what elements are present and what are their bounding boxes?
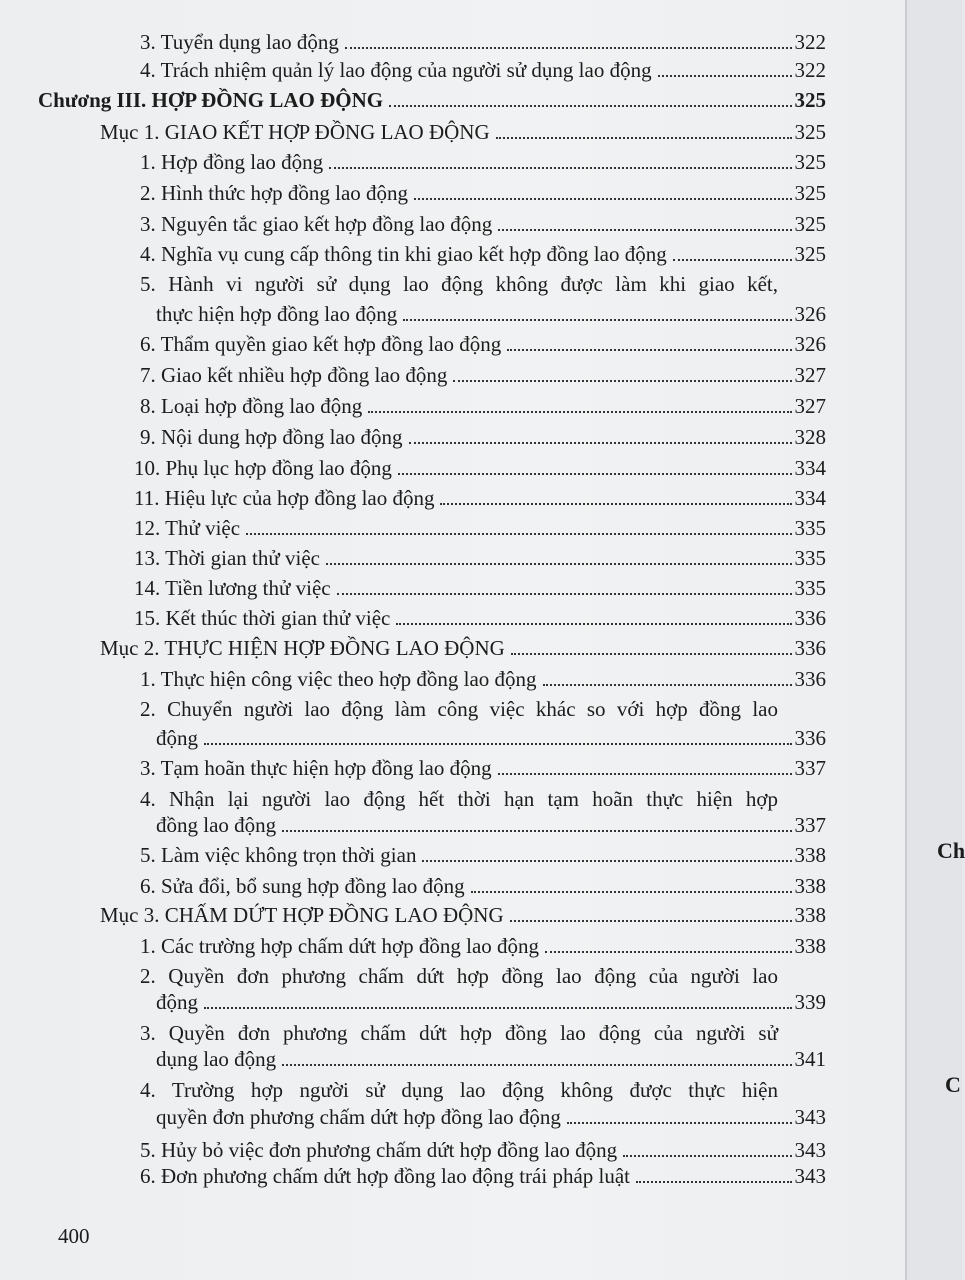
dot-leader [204, 743, 792, 745]
dot-leader [204, 1007, 792, 1009]
toc-entry-page: 336 [794, 606, 826, 630]
toc-entry-page: 338 [794, 874, 826, 898]
toc-entry-title: Mục 3. CHẤM DỨT HỢP ĐỒNG LAO ĐỘNG [100, 903, 504, 927]
toc-entry-title: 5. Làm việc không trọn thời gian [140, 843, 417, 867]
toc-entry-page: 322 [794, 58, 826, 82]
facing-page-fragment: C [945, 1072, 961, 1097]
toc-entry-first-line: 4. Nhận lại người lao động hết thời hạn tạm hoãn thực hiện hợp [140, 787, 778, 811]
toc-entry-page: 336 [794, 726, 826, 750]
toc-entry-title: 6. Sửa đổi, bổ sung hợp đồng lao động [140, 874, 465, 898]
toc-entry-title: động [156, 990, 198, 1014]
toc-entry-title: 2. Hình thức hợp đồng lao động [140, 181, 409, 205]
dot-leader [511, 653, 792, 655]
dot-leader [567, 1122, 792, 1124]
toc-entry-title: đồng lao động [156, 813, 277, 837]
toc-entry-title: 15. Kết thúc thời gian thử việc [134, 606, 391, 630]
toc-entry-first-line: 2. Chuyển người lao động làm công việc khác so với hợp đồng lao [140, 697, 778, 721]
toc-entry-page: 335 [794, 546, 826, 570]
dot-leader [398, 473, 792, 475]
toc-entry-first-line: 5. Hành vi người sử dụng lao động không được làm khi giao kết, [140, 272, 778, 296]
toc-entry-page: 337 [794, 756, 826, 780]
facing-page-fragment: Ch [937, 838, 965, 863]
dot-leader [453, 380, 791, 382]
toc-entry-page: 322 [794, 30, 826, 54]
toc-entry-title: Mục 2. THỰC HIỆN HỢP ĐỒNG LAO ĐỘNG [100, 636, 505, 660]
toc-entry-page: 338 [794, 934, 826, 958]
dot-leader [545, 951, 791, 953]
toc-entry-page: 338 [794, 903, 826, 927]
toc-entry-title: Chương III. HỢP ĐỒNG LAO ĐỘNG [38, 88, 384, 112]
toc-entry-page: 325 [794, 242, 826, 266]
dot-leader [498, 773, 792, 775]
toc-entry-page: 334 [794, 486, 826, 510]
toc-entry-page: 341 [794, 1047, 826, 1071]
dot-leader [623, 1155, 791, 1157]
dot-leader [636, 1181, 791, 1183]
toc-entry-title: 7. Giao kết nhiều hợp đồng lao động [140, 363, 448, 387]
toc-entry-page: 327 [794, 394, 826, 418]
toc-entry-title: 1. Các trường hợp chấm dứt hợp đồng lao động [140, 934, 540, 958]
toc-entry-page: 343 [794, 1105, 826, 1129]
dot-leader [329, 167, 791, 169]
dot-leader [409, 442, 792, 444]
toc-entry-title: 5. Hủy bỏ việc đơn phương chấm dứt hợp đồng lao động [140, 1138, 618, 1162]
toc-entry-page: 336 [794, 636, 826, 660]
toc-entry-title: 4. Trách nhiệm quản lý lao động của người sử dụng lao động [140, 58, 652, 82]
toc-entry-title: 4. Nghĩa vụ cung cấp thông tin khi giao kết hợp đồng lao động [140, 242, 667, 266]
dot-leader [498, 229, 791, 231]
dot-leader [326, 563, 792, 565]
toc-entry-page: 335 [794, 576, 826, 600]
toc-entry-page: 325 [794, 120, 826, 144]
dot-leader [282, 1064, 791, 1066]
dot-leader [440, 503, 791, 505]
toc-entry-page: 336 [794, 667, 826, 691]
toc-entry-first-line: 4. Trường hợp người sử dụng lao động không được thực hiện [140, 1078, 778, 1102]
toc-entry-title: 9. Nội dung hợp đồng lao động [140, 425, 403, 449]
toc-entry-title: Mục 1. GIAO KẾT HỢP ĐỒNG LAO ĐỘNG [100, 120, 490, 144]
toc-entry-first-line: 3. Quyền đơn phương chấm dứt hợp đồng lao động của người sử [140, 1021, 778, 1045]
dot-leader [403, 319, 791, 321]
dot-leader [543, 684, 792, 686]
dot-leader [396, 623, 791, 625]
toc-entry-title: 1. Hợp đồng lao động [140, 150, 324, 174]
dot-leader [422, 860, 791, 862]
toc-entry-page: 326 [794, 332, 826, 356]
toc-entry-title: 3. Tạm hoãn thực hiện hợp đồng lao động [140, 756, 492, 780]
dot-leader [414, 198, 791, 200]
dot-leader [389, 105, 791, 107]
dot-leader [507, 349, 791, 351]
toc-entry-page: 326 [794, 302, 826, 326]
toc-entry-page: 339 [794, 990, 826, 1014]
toc-entry-page: 337 [794, 813, 826, 837]
toc-entry-page: 325 [794, 212, 826, 236]
toc-entry-title: 14. Tiền lương thử việc [134, 576, 331, 600]
dot-leader [673, 259, 792, 261]
facing-page-edge [905, 0, 965, 1280]
toc-entry-title: quyền đơn phương chấm dứt hợp đồng lao động [156, 1105, 561, 1129]
dot-leader [345, 47, 792, 49]
toc-entry-page: 338 [794, 843, 826, 867]
toc-entry-title: dụng lao động [156, 1047, 277, 1071]
toc-entry-title: 3. Nguyên tắc giao kết hợp đồng lao động [140, 212, 493, 236]
dot-leader [471, 891, 792, 893]
toc-entry-title: 6. Thẩm quyền giao kết hợp đồng lao động [140, 332, 502, 356]
dot-leader [368, 411, 791, 413]
toc-entry-title: 6. Đơn phương chấm dứt hợp đồng lao động trái pháp luật [140, 1164, 631, 1188]
toc-entry-title: thực hiện hợp đồng lao động [156, 302, 398, 326]
dot-leader [282, 830, 791, 832]
dot-leader [510, 920, 792, 922]
toc-entry-page: 327 [794, 363, 826, 387]
page-number: 400 [58, 1224, 90, 1248]
toc-entry-title: 1. Thực hiện công việc theo hợp đồng lao động [140, 667, 537, 691]
toc-entry-page: 343 [794, 1138, 826, 1162]
toc-entry-page: 325 [794, 88, 826, 112]
dot-leader [496, 137, 792, 139]
toc-entry-page: 334 [794, 456, 826, 480]
dot-leader [337, 593, 792, 595]
toc-entry-title: động [156, 726, 198, 750]
toc-entry-page: 328 [794, 425, 826, 449]
toc-entry-title: 8. Loại hợp đồng lao động [140, 394, 363, 418]
toc-entry-page: 325 [794, 181, 826, 205]
toc-entry-title: 10. Phụ lục hợp đồng lao động [134, 456, 392, 480]
toc-entry-page: 325 [794, 150, 826, 174]
toc-entry-page: 343 [794, 1164, 826, 1188]
toc-entry-title: 13. Thời gian thử việc [134, 546, 320, 570]
toc-entry-title: 3. Tuyển dụng lao động [140, 30, 339, 54]
toc-entry-title: 12. Thử việc [134, 516, 241, 540]
dot-leader [246, 533, 791, 535]
toc-entry-page: 335 [794, 516, 826, 540]
dot-leader [658, 75, 792, 77]
toc-entry-first-line: 2. Quyền đơn phương chấm dứt hợp đồng lao động của người lao [140, 964, 778, 988]
toc-entry-title: 11. Hiệu lực của hợp đồng lao động [134, 486, 435, 510]
